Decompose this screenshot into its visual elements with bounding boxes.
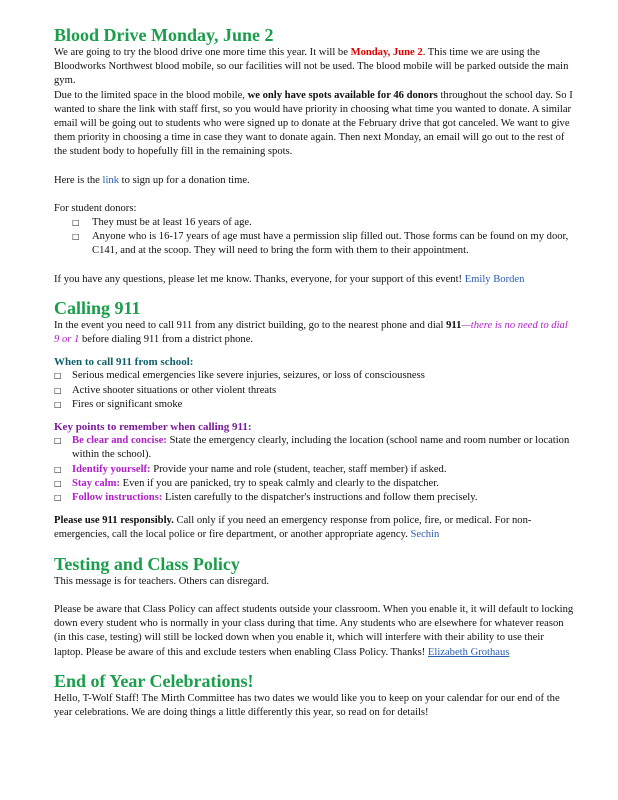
text: We are going to try the blood drive one more time this year. It will be <box>54 47 351 58</box>
text: State the emergency clearly, including the location (school name and room number or location within the school). <box>72 435 570 461</box>
list-item <box>54 477 574 491</box>
newsletter-page <box>54 24 574 720</box>
text: Listen carefully to the dispatcher's instructions and follow them precisely. <box>162 492 478 504</box>
signup-link[interactable]: link <box>102 174 120 186</box>
text: Please use 911 responsibly. <box>54 515 174 527</box>
testing-paragraph-1: This message is for teachers. Others can disregard. <box>54 575 270 587</box>
blood-drive-paragraph-2 <box>54 89 574 160</box>
list-item <box>54 384 574 398</box>
square-bullet-icon: □ <box>54 385 62 395</box>
square-bullet-icon: □ <box>54 478 62 488</box>
responsibility-paragraph <box>54 514 574 542</box>
text: . This time we are using the Bloodworks Northwest blood mobile, so our facilities will not be used. The blood mobile will be parked outside the main gym. <box>54 47 569 87</box>
text: Please be aware that Class Policy can affect students outside your classroom. When you enable it, it will default to locking down every student who is normally in your class during that time. Any students who are elsewhere for whatever reason (in this case, testing) will still be locked down when you enable it, which will interfere with their ability to use their laptop. Please be aware of this and exclude testers when enabling Class Policy. Thanks! <box>54 603 574 658</box>
list-item <box>54 398 574 412</box>
signup-line <box>54 174 574 188</box>
text: Serious medical emergencies like severe injuries, seizures, or loss of consciousness <box>72 370 425 382</box>
text: In the event you need to call 911 from any district building, go to the nearest phone and dial <box>54 319 447 331</box>
text: to sign up for a donation time. <box>119 174 250 186</box>
list-item <box>54 369 574 383</box>
blood-drive-date: Monday, June 2 <box>350 47 423 58</box>
calling-911-intro <box>54 319 574 347</box>
author-link[interactable]: Emily Borden <box>464 273 525 285</box>
text: Follow instructions: <box>72 492 163 504</box>
text: throughout the school day. So I wanted to share the link with staff first, so you would have priority in choosing what time you wanted to donate. A similar email will be going out to students who were signed up to donate at the February drive that got canceled. We want to give them priority in choosing a time in case they want to donate again. Then next Monday, an email will go out to the rest of the student body to hopefully fill in the remaining spots. <box>54 89 573 158</box>
text: Identify yourself: <box>72 463 151 475</box>
text: Provide your name and role (student, teacher, staff member) if asked. <box>150 463 447 475</box>
square-bullet-icon: □ <box>54 493 62 503</box>
square-bullet-icon: □ <box>54 436 62 446</box>
text: If you have any questions, please let me know. Thanks, everyone, for your support of this event! <box>54 273 465 285</box>
list-item <box>54 216 574 230</box>
blood-drive-title: Blood Drive Monday, June 2 <box>54 25 274 45</box>
square-bullet-icon: □ <box>54 371 62 381</box>
square-bullet-icon: □ <box>54 399 62 409</box>
celebrations-paragraph: Hello, T-Wolf Staff! The Mirth Committee has two dates we would like you to keep on your calendar for our end of the year celebrations. We are doing things a little differently this year, so read on for details! <box>54 692 560 718</box>
testing-title: Testing and Class Policy <box>54 553 240 574</box>
celebrations-title: End of Year Celebrations! <box>54 670 254 691</box>
list-item <box>54 434 574 462</box>
student-donors-label: For student donors: <box>54 202 137 214</box>
blood-drive-paragraph-1 <box>54 46 574 89</box>
list-item <box>54 491 574 505</box>
text: Anyone who is 16-17 years of age must have a permission slip filled out. Those forms can be found on my door, C141, and at the scoop. They will need to bring the form with them to their appointment. <box>92 231 569 257</box>
author-link[interactable]: Elizabeth Grothaus <box>427 646 510 658</box>
text: Be clear and concise: <box>72 435 167 447</box>
donor-spots-text: we only have spots available for 46 donors <box>247 89 438 101</box>
text: 911 <box>446 319 462 331</box>
testing-paragraph-2 <box>54 603 574 660</box>
blood-drive-closing <box>54 273 574 287</box>
calling-911-title: Calling 911 <box>54 297 141 318</box>
text: Active shooter situations or other violent threats <box>72 384 277 396</box>
text: Call only if you need an emergency response from police, fire, or medical. For non-emergencies, call the local police or fire department, or another appropriate agency. <box>54 515 532 541</box>
when-to-call-heading: When to call 911 from school: <box>54 356 194 369</box>
square-bullet-icon: □ <box>72 232 80 242</box>
text: before dialing 911 from a district phone. <box>79 334 254 346</box>
text: —there is no need to dial 9 or 1 <box>54 319 568 346</box>
square-bullet-icon: □ <box>54 464 62 474</box>
text: Fires or significant smoke <box>72 398 183 410</box>
list-item <box>54 463 574 477</box>
square-bullet-icon: □ <box>72 218 80 228</box>
list-item <box>54 230 574 258</box>
text: Due to the limited space in the blood mobile, <box>54 89 248 101</box>
key-points-heading: Key points to remember when calling 911: <box>54 421 252 434</box>
author-link[interactable]: Sechin <box>410 529 440 541</box>
text: Here is the <box>54 174 103 186</box>
text: Even if you are panicked, try to speak calmly and clearly to the dispatcher. <box>119 477 439 489</box>
text: Stay calm: <box>72 477 120 489</box>
text: They must be at least 16 years of age. <box>92 217 252 229</box>
